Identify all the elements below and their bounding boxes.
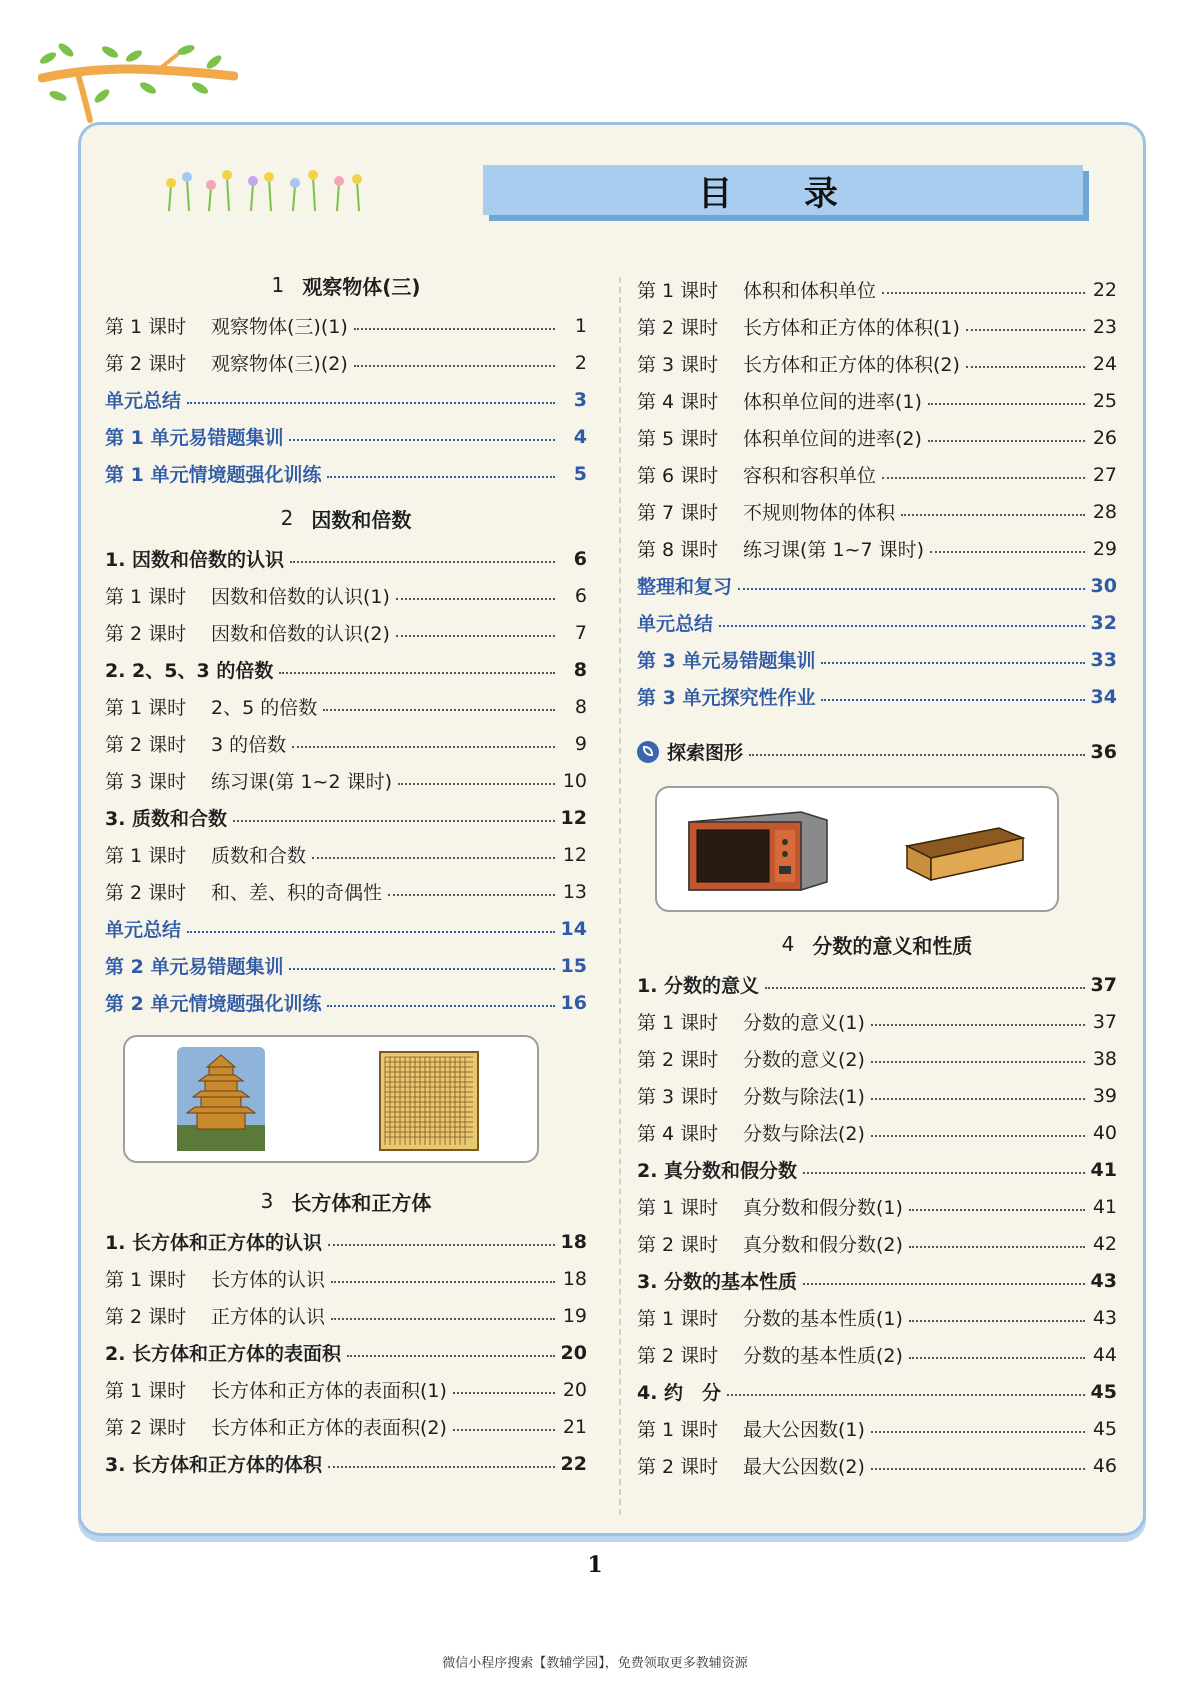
toc-entry[interactable] xyxy=(637,1003,1117,1040)
lesson-label: 第 1 课时 xyxy=(105,845,187,867)
unit-heading xyxy=(105,269,587,301)
entry-page: 39 xyxy=(1092,1084,1117,1107)
entry-page: 26 xyxy=(1092,426,1117,449)
dot-leader xyxy=(966,329,1085,331)
toc-entry[interactable] xyxy=(637,1410,1117,1447)
entry-title: 分数的意义(2) xyxy=(743,1049,865,1071)
dot-leader xyxy=(328,1244,554,1246)
entry-page: 4 xyxy=(573,425,587,448)
entry-page: 40 xyxy=(1092,1121,1117,1144)
dot-leader xyxy=(354,328,555,330)
entry-page: 44 xyxy=(1092,1343,1117,1366)
toc-entry[interactable] xyxy=(637,382,1117,419)
dot-leader xyxy=(803,1172,1084,1174)
entry-title: 单元总结 xyxy=(105,919,182,941)
entry-title: 练习课(第 1~2 课时) xyxy=(211,771,393,793)
entry-title: 3. 质数和合数 xyxy=(105,808,228,830)
entry-page: 16 xyxy=(560,991,587,1014)
dot-leader xyxy=(396,635,555,637)
entry-title: 长方体和正方体的体积(2) xyxy=(743,354,960,376)
entry-page: 36 xyxy=(1090,740,1117,763)
toc-entry[interactable] xyxy=(105,1223,587,1260)
dot-leader xyxy=(871,1061,1085,1063)
dot-leader xyxy=(871,1098,1085,1100)
lesson-label: 第 2 课时 xyxy=(105,1306,187,1328)
entry-title: 长方体的认识 xyxy=(211,1269,326,1291)
entry-page: 15 xyxy=(560,954,587,977)
lesson-label: 第 2 课时 xyxy=(105,734,187,756)
unit-heading xyxy=(105,502,587,534)
dot-leader xyxy=(821,699,1084,701)
dot-leader xyxy=(327,476,555,478)
entry-page: 41 xyxy=(1092,1195,1117,1218)
entry-page: 34 xyxy=(1090,685,1117,708)
entry-title: 观察物体(三)(1) xyxy=(211,316,348,338)
dot-leader xyxy=(187,931,555,933)
entry-title: 第 1 单元情境题强化训练 xyxy=(105,464,322,486)
unit-number: 1 xyxy=(271,273,285,297)
toc-entry[interactable] xyxy=(105,836,587,873)
entry-title: 分数与除法(2) xyxy=(743,1123,865,1145)
entry-title: 1. 因数和倍数的认识 xyxy=(105,549,285,571)
lesson-label: 第 2 课时 xyxy=(105,623,187,645)
dot-leader xyxy=(871,1468,1085,1470)
lesson-label: 第 7 课时 xyxy=(637,502,719,524)
unit-title: 分数的意义和性质 xyxy=(812,933,973,958)
entry-title: 第 1 单元易错题集训 xyxy=(105,427,284,449)
toc-entry[interactable] xyxy=(105,540,587,577)
entry-page: 13 xyxy=(562,880,587,903)
entry-title: 真分数和假分数(1) xyxy=(743,1197,903,1219)
entry-title: 因数和倍数的认识(1) xyxy=(211,586,390,608)
page-number: 1 xyxy=(587,1552,603,1578)
toc-entry[interactable] xyxy=(105,762,587,799)
toc-entry[interactable] xyxy=(105,307,587,344)
unit-number: 4 xyxy=(781,932,795,956)
toc-entry[interactable] xyxy=(637,1373,1117,1410)
entry-title: 2. 真分数和假分数 xyxy=(637,1160,798,1182)
dot-leader xyxy=(289,439,555,441)
toc-entry[interactable] xyxy=(105,577,587,614)
toc-entry[interactable] xyxy=(637,1151,1117,1188)
dot-leader xyxy=(453,1392,555,1394)
toc-entry[interactable] xyxy=(105,381,587,418)
toc-entry[interactable] xyxy=(637,1336,1117,1373)
lesson-label: 第 1 课时 xyxy=(105,316,187,338)
entry-page: 6 xyxy=(573,547,587,570)
toc-entry[interactable] xyxy=(637,567,1117,604)
toc-entry[interactable] xyxy=(637,345,1117,382)
entry-page: 7 xyxy=(574,621,587,644)
entry-page: 8 xyxy=(573,658,587,681)
lesson-label: 第 3 课时 xyxy=(105,771,187,793)
dot-leader xyxy=(901,514,1085,516)
entry-page: 42 xyxy=(1092,1232,1117,1255)
dot-leader xyxy=(909,1320,1085,1322)
lesson-label: 第 1 课时 xyxy=(637,280,719,302)
dot-leader xyxy=(882,292,1085,294)
dot-leader xyxy=(331,1318,555,1320)
entry-page: 1 xyxy=(574,314,587,337)
toc-entry[interactable] xyxy=(105,1445,587,1482)
lesson-label: 第 2 课时 xyxy=(637,317,719,339)
tower-picture xyxy=(177,1047,265,1151)
dot-leader xyxy=(765,987,1084,989)
lesson-label: 第 6 课时 xyxy=(637,465,719,487)
entry-title: 3 的倍数 xyxy=(211,734,287,756)
entry-page: 41 xyxy=(1090,1158,1117,1181)
entry-page: 18 xyxy=(560,1230,587,1253)
dot-leader xyxy=(396,598,555,600)
entry-page: 37 xyxy=(1090,973,1117,996)
entry-page: 21 xyxy=(562,1415,587,1438)
toc-entry[interactable] xyxy=(105,1297,587,1334)
entry-title: 体积和体积单位 xyxy=(743,280,877,302)
entry-page: 14 xyxy=(560,917,587,940)
entry-page: 12 xyxy=(562,843,587,866)
entry-page: 10 xyxy=(562,769,587,792)
lesson-label: 第 1 课时 xyxy=(105,697,187,719)
entry-page: 5 xyxy=(573,462,587,485)
toc-entry[interactable] xyxy=(105,418,587,455)
entry-title: 1. 长方体和正方体的认识 xyxy=(105,1232,323,1254)
toc-entry[interactable] xyxy=(637,966,1117,1003)
entry-title: 不规则物体的体积 xyxy=(743,502,896,524)
toc-left-column xyxy=(105,267,587,1482)
toc-right-column xyxy=(637,271,1117,1484)
lesson-label: 第 1 课时 xyxy=(105,1269,187,1291)
toc-entry[interactable] xyxy=(637,678,1117,715)
entry-title: 长方体和正方体的体积(1) xyxy=(743,317,960,339)
dot-leader xyxy=(928,403,1085,405)
entry-page: 43 xyxy=(1090,1269,1117,1292)
toc-entry[interactable] xyxy=(637,1299,1117,1336)
lesson-label: 第 1 课时 xyxy=(637,1197,719,1219)
dot-leader xyxy=(312,857,555,859)
unit-number: 2 xyxy=(280,506,294,530)
entry-title: 分数与除法(1) xyxy=(743,1086,865,1108)
column-divider xyxy=(619,277,621,1515)
toc-entry[interactable] xyxy=(637,641,1117,678)
microwave-picture xyxy=(681,808,831,894)
lesson-label: 第 2 课时 xyxy=(637,1234,719,1256)
grid-board-picture xyxy=(379,1051,479,1151)
entry-title: 最大公因数(1) xyxy=(743,1419,865,1441)
dot-leader xyxy=(871,1024,1085,1026)
dot-leader xyxy=(398,783,555,785)
entry-page: 22 xyxy=(1092,278,1117,301)
entry-page: 33 xyxy=(1090,648,1117,671)
dot-leader xyxy=(354,365,555,367)
entry-title: 长方体和正方体的表面积(1) xyxy=(211,1380,447,1402)
entry-title: 正方体的认识 xyxy=(211,1306,326,1328)
lesson-label: 第 2 课时 xyxy=(637,1345,719,1367)
entry-page: 30 xyxy=(1090,574,1117,597)
toc-entry[interactable] xyxy=(637,1262,1117,1299)
dot-leader xyxy=(388,894,555,896)
entry-title: 3. 长方体和正方体的体积 xyxy=(105,1454,323,1476)
entry-title: 分数的基本性质(2) xyxy=(743,1345,903,1367)
toc-entry[interactable] xyxy=(105,688,587,725)
toc-entry[interactable] xyxy=(105,873,587,910)
dot-leader xyxy=(453,1429,555,1431)
entry-title: 和、差、积的奇偶性 xyxy=(211,882,383,904)
entry-page: 46 xyxy=(1092,1454,1117,1477)
entry-page: 18 xyxy=(562,1267,587,1290)
lesson-label: 第 1 课时 xyxy=(105,586,187,608)
lesson-label: 第 1 课时 xyxy=(637,1308,719,1330)
dot-leader xyxy=(279,672,555,674)
entry-page: 43 xyxy=(1092,1306,1117,1329)
entry-title: 练习课(第 1~7 课时) xyxy=(743,539,925,561)
entry-page: 28 xyxy=(1092,500,1117,523)
illustration-box xyxy=(655,786,1059,912)
page-title: 目 录 xyxy=(483,165,1083,215)
entry-page: 27 xyxy=(1092,463,1117,486)
entry-title: 体积单位间的进率(1) xyxy=(743,391,922,413)
entry-page: 8 xyxy=(574,695,587,718)
toc-entry[interactable] xyxy=(105,651,587,688)
entry-title: 单元总结 xyxy=(105,390,182,412)
toc-entry[interactable] xyxy=(637,530,1117,567)
entry-title: 2. 2、5、3 的倍数 xyxy=(105,660,274,682)
unit-heading xyxy=(105,1185,587,1217)
entry-page: 45 xyxy=(1092,1417,1117,1440)
entry-title: 单元总结 xyxy=(637,613,714,635)
entry-title: 质数和合数 xyxy=(211,845,307,867)
entry-page: 19 xyxy=(562,1304,587,1327)
entry-title: 分数的基本性质(1) xyxy=(743,1308,903,1330)
entry-title: 真分数和假分数(2) xyxy=(743,1234,903,1256)
lesson-label: 第 4 课时 xyxy=(637,391,719,413)
dot-leader xyxy=(871,1431,1085,1433)
dot-leader xyxy=(803,1283,1084,1285)
unit-heading xyxy=(637,928,1117,960)
dot-leader xyxy=(882,477,1085,479)
entry-title: 3. 分数的基本性质 xyxy=(637,1271,798,1293)
lesson-label: 第 2 课时 xyxy=(105,882,187,904)
dot-leader xyxy=(719,625,1085,627)
entry-page: 2 xyxy=(574,351,587,374)
entry-page: 20 xyxy=(562,1378,587,1401)
dot-leader xyxy=(327,1005,554,1007)
dot-leader xyxy=(323,709,555,711)
entry-title: 体积单位间的进率(2) xyxy=(743,428,922,450)
entry-title: 分数的意义(1) xyxy=(743,1012,865,1034)
toc-panel xyxy=(78,122,1146,1536)
entry-title: 观察物体(三)(2) xyxy=(211,353,348,375)
dot-leader xyxy=(909,1357,1085,1359)
entry-title: 第 2 单元情境题强化训练 xyxy=(105,993,322,1015)
dot-leader xyxy=(871,1135,1085,1137)
dot-leader xyxy=(749,754,1085,756)
entry-title: 第 3 单元探究性作业 xyxy=(637,687,816,709)
toc-entry[interactable] xyxy=(105,455,587,492)
toc-entry[interactable] xyxy=(105,910,587,947)
dot-leader xyxy=(328,1466,554,1468)
toc-entry[interactable] xyxy=(105,984,587,1021)
dot-leader xyxy=(909,1209,1085,1211)
lesson-label: 第 2 课时 xyxy=(105,1417,187,1439)
entry-title: 4. 约 分 xyxy=(637,1382,722,1404)
entry-page: 32 xyxy=(1090,611,1117,634)
dot-leader xyxy=(966,366,1085,368)
lesson-label: 第 1 课时 xyxy=(637,1012,719,1034)
lesson-label: 第 3 课时 xyxy=(637,1086,719,1108)
toc-entry[interactable] xyxy=(637,1188,1117,1225)
toc-entry[interactable] xyxy=(637,1040,1117,1077)
entry-page: 6 xyxy=(574,584,587,607)
entry-page: 22 xyxy=(560,1452,587,1475)
dot-leader xyxy=(928,440,1085,442)
unit-title: 观察物体(三) xyxy=(302,274,421,299)
lesson-label: 第 8 课时 xyxy=(637,539,719,561)
entry-page: 3 xyxy=(573,388,587,411)
lesson-label: 第 3 课时 xyxy=(637,354,719,376)
dot-leader xyxy=(727,1394,1084,1396)
toc-entry[interactable] xyxy=(637,1225,1117,1262)
entry-title: 因数和倍数的认识(2) xyxy=(211,623,390,645)
toc-entry[interactable] xyxy=(105,799,587,836)
toc-entry[interactable] xyxy=(637,419,1117,456)
dot-leader xyxy=(233,820,554,822)
dot-leader xyxy=(909,1246,1085,1248)
entry-title: 容积和容积单位 xyxy=(743,465,877,487)
explore-icon xyxy=(637,741,659,763)
branch-decoration xyxy=(38,36,238,126)
entry-page: 38 xyxy=(1092,1047,1117,1070)
lesson-label: 第 2 课时 xyxy=(637,1456,719,1478)
toc-entry[interactable] xyxy=(105,344,587,381)
unit-title: 因数和倍数 xyxy=(311,507,412,532)
toc-entry[interactable] xyxy=(637,604,1117,641)
dot-leader xyxy=(821,662,1084,664)
toc-entry[interactable] xyxy=(105,1260,587,1297)
entry-page: 25 xyxy=(1092,389,1117,412)
dot-leader xyxy=(347,1355,554,1357)
entry-page: 29 xyxy=(1092,537,1117,560)
entry-title: 最大公因数(2) xyxy=(743,1456,865,1478)
entry-page: 45 xyxy=(1090,1380,1117,1403)
entry-title: 长方体和正方体的表面积(2) xyxy=(211,1417,447,1439)
toc-entry[interactable] xyxy=(105,1408,587,1445)
dot-leader xyxy=(738,588,1085,590)
entry-title: 第 3 单元易错题集训 xyxy=(637,650,816,672)
entry-title: 探索图形 xyxy=(667,742,744,764)
toc-entry[interactable] xyxy=(637,1114,1117,1151)
unit-number: 3 xyxy=(260,1189,274,1213)
toc-entry[interactable] xyxy=(637,456,1117,493)
dot-leader xyxy=(187,402,555,404)
lesson-label: 第 1 课时 xyxy=(637,1419,719,1441)
entry-title: 1. 分数的意义 xyxy=(637,975,760,997)
entry-page: 9 xyxy=(574,732,587,755)
entry-title: 第 2 单元易错题集训 xyxy=(105,956,284,978)
entry-title: 2. 长方体和正方体的表面积 xyxy=(105,1343,342,1365)
toc-entry[interactable] xyxy=(637,271,1117,308)
entry-title: 整理和复习 xyxy=(637,576,733,598)
toc-entry[interactable] xyxy=(637,1447,1117,1484)
entry-page: 37 xyxy=(1092,1010,1117,1033)
toc-entry[interactable] xyxy=(105,947,587,984)
toc-entry[interactable] xyxy=(637,493,1117,530)
box-tray-picture xyxy=(903,824,1027,884)
toc-entry[interactable] xyxy=(637,308,1117,345)
dot-leader xyxy=(289,968,554,970)
lesson-label: 第 4 课时 xyxy=(637,1123,719,1145)
toc-entry-explore[interactable] xyxy=(637,733,1117,770)
dot-leader xyxy=(930,551,1085,553)
dot-leader xyxy=(290,561,555,563)
toc-entry[interactable] xyxy=(637,1077,1117,1114)
dot-leader xyxy=(331,1281,555,1283)
illustration-box xyxy=(123,1035,539,1163)
entry-page: 24 xyxy=(1092,352,1117,375)
unit-title: 长方体和正方体 xyxy=(291,1190,432,1215)
toc-entry[interactable] xyxy=(105,614,587,651)
entry-page: 23 xyxy=(1092,315,1117,338)
watermark-text: 微信小程序搜索【教辅学园】，免费领取更多教辅资源 xyxy=(442,1656,748,1671)
entry-page: 20 xyxy=(560,1341,587,1364)
entry-title: 2、5 的倍数 xyxy=(211,697,318,719)
lesson-label: 第 1 课时 xyxy=(105,1380,187,1402)
toc-entry[interactable] xyxy=(105,1371,587,1408)
flowers-decoration xyxy=(159,167,389,215)
entry-page: 12 xyxy=(560,806,587,829)
lesson-label: 第 2 课时 xyxy=(105,353,187,375)
toc-entry[interactable] xyxy=(105,725,587,762)
toc-entry[interactable] xyxy=(105,1334,587,1371)
dot-leader xyxy=(292,746,555,748)
lesson-label: 第 5 课时 xyxy=(637,428,719,450)
lesson-label: 第 2 课时 xyxy=(637,1049,719,1071)
